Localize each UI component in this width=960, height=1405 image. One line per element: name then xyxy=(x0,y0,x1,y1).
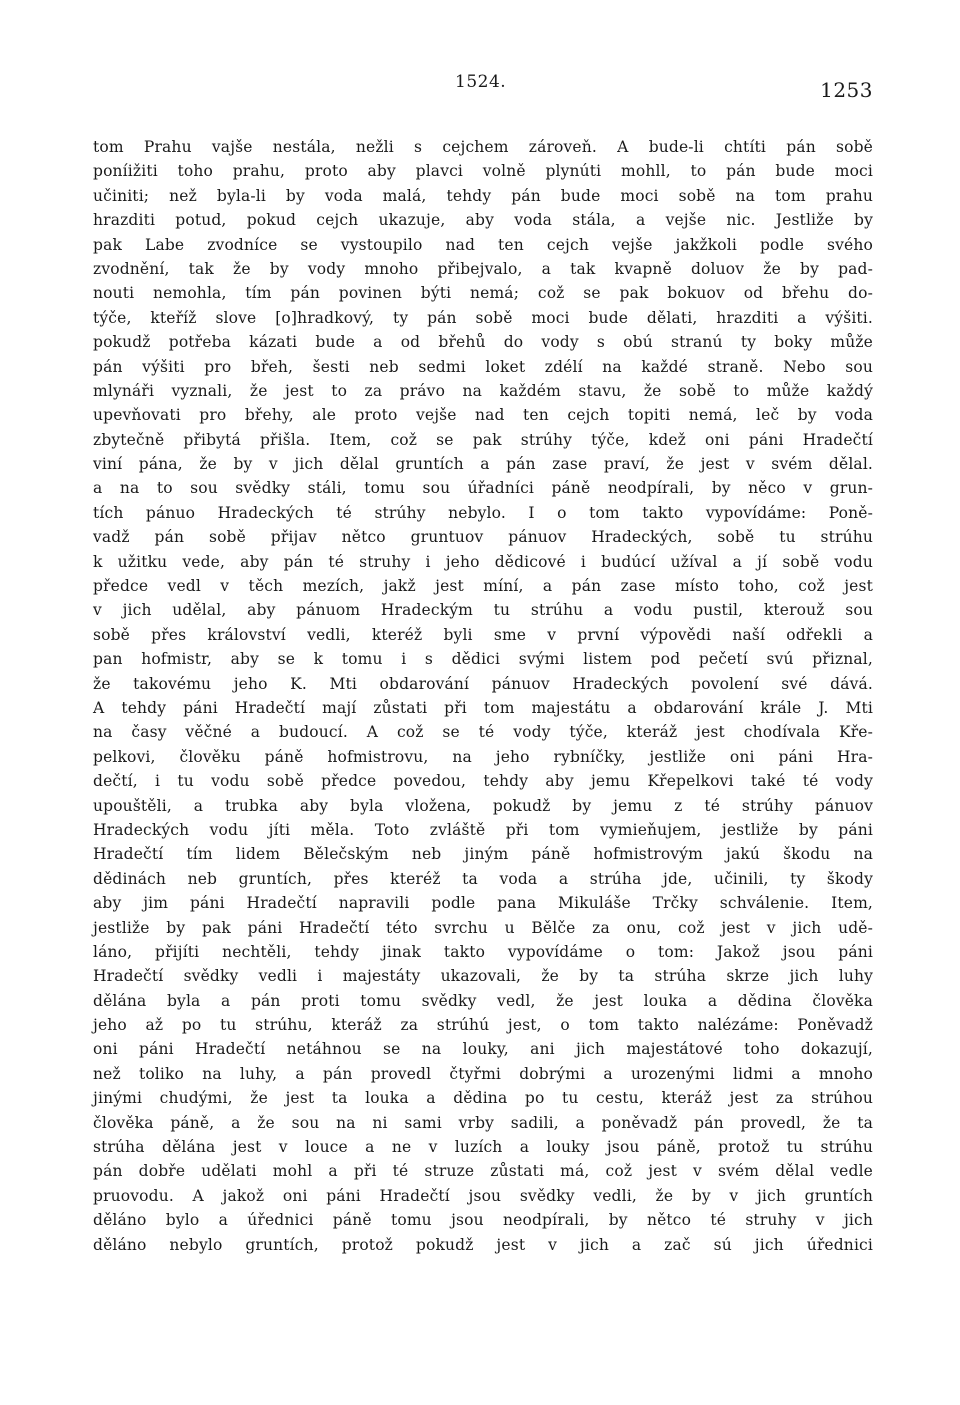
header-year: 1524. xyxy=(455,72,507,92)
text-line: Hradečtí tím lidem Bělečským neb jiným páně hofmistrovým jakú škodu na xyxy=(93,845,873,864)
text-line: předce vedl v těch mezích, jakž jest míní, a pán zase místo toho, což jest xyxy=(93,577,873,596)
text-line: pokudž potřeba kázati bude a od břehů do vody s obú stranú ty boky může xyxy=(93,333,873,352)
text-line: než toliko na luhy, a pán provedl čtyřmi dobrými a urozenými lidmi a mnoho xyxy=(93,1064,873,1083)
text-line: děláno nebylo gruntích, protož pokudž jest v jich a zač sú jich úřednici xyxy=(93,1235,873,1254)
text-line: Hradečtí svědky vedli i majestáty ukazovali, že by ta strúha skrze jich luhy xyxy=(93,967,873,986)
text-line: poníižiti toho prahu, proto aby plavci volně plynúti mohll, to pán bude moci xyxy=(93,162,873,181)
text-line: upevňovati pro břehy, ale proto vejše nad ten cejch topiti nemá, leč by voda xyxy=(93,406,873,425)
text-line: Hradeckých vodu jíti měla. Toto zvláště při tom vymieňujem, jestliže by páni xyxy=(93,820,873,839)
text-line: vadž pán sobě přijav nětco gruntuov pánuov Hradeckých, sobě tu strúhu xyxy=(93,528,873,547)
text-line: pruovodu. A jakož oni páni Hradečtí jsou svědky vedli, že by v jich gruntích xyxy=(93,1186,873,1205)
text-line: pelkovi, člověku páně hofmistrovu, na jeho rybníčky, jestliže oni páni Hra- xyxy=(93,747,873,766)
text-line: A tehdy páni Hradečtí mají zůstati při tom majestátu a obdarování krále J. Mti xyxy=(93,698,873,717)
running-header xyxy=(93,72,873,112)
text-line: viní pána, že by v jich dělal gruntích a pán zase praví, že jest v svém dělal. xyxy=(93,455,873,474)
text-line: děláno bylo a úřednici páně tomu jsou neodpírali, by nětco té struhy v jich xyxy=(93,1211,873,1230)
text-line: strúha dělána jest v louce a ne v luzích a louky jsou páně, protož tu strúhu xyxy=(93,1138,873,1157)
text-line: k užitku vede, aby pán té struhy i jeho dědicové i budúcí užíval a jí sobě vodu xyxy=(93,552,873,571)
text-line: pán výšiti pro břeh, šesti neb sedmi loket zdélí na každé straně. Nebo sou xyxy=(93,357,873,376)
text-line: jinými chudými, že jest ta louka a dědina po tu cestu, kteráž jest za strúhou xyxy=(93,1089,873,1108)
text-line: pan hofmistr, aby se k tomu i s dědici svými listem pod pečetí svú přiznal, xyxy=(93,650,873,669)
text-line: nouti nemohla, tím pán povinen býti nemá; což se pak bokuov od břehu do- xyxy=(93,284,873,303)
text-line: učiniti; než byla-li by voda malá, tehdy pán bude moci sobě na tom prahu xyxy=(93,186,873,205)
page-number: 1253 xyxy=(820,78,873,102)
body-text xyxy=(93,135,873,1257)
text-line: člověka páně, a že sou na ni sami vrby sadili, a poněvadž pán provedl, že ta xyxy=(93,1113,873,1132)
text-line: a na to sou svědky stáli, tomu sou úřadníci páně neodpírali, by něco v grun- xyxy=(93,479,873,498)
text-line: tom Prahu vajše nestála, nežli s cejchem zároveň. A bude-li chtíti pán sobě xyxy=(93,138,873,156)
text-line: tích pánuo Hradeckých té strúhy nebylo. I o tom takto vypovídáme: Poně- xyxy=(93,503,873,522)
text-line: dědinách neb gruntích, přes kteréž ta voda a strúha jde, učinili, ty škody xyxy=(93,869,873,888)
text-line: jestliže by pak páni Hradečtí této svrchu u Bělče za onu, což jest v jich udě- xyxy=(93,918,873,937)
text-line: zvodnění, tak že by vody mnoho přibejvalo, a tak kvapně doluov že by pad- xyxy=(93,259,873,278)
text-line: jeho až po tu strúhu, kteráž za strúhú jest, o tom takto nalézáme: Poněvadž xyxy=(93,1016,873,1035)
text-line: pak Labe zvodníce se vystoupilo nad ten cejch vejše jakžkoli podle svého xyxy=(93,235,873,254)
book-page xyxy=(93,72,873,1257)
text-line: oni páni Hradečtí netáhnou se na louky, ani jich majestátové toho dokazují, xyxy=(93,1040,873,1059)
text-line: dečtí, i tu vodu sobě předce povedou, tehdy aby jemu Křepelkovi také té vody xyxy=(93,772,873,791)
text-line: týče, kteříž slove [o]hradkový, ty pán sobě moci bude dělati, hrazditi a výšiti. xyxy=(93,308,873,327)
text-line: v jich udělal, aby pánuom Hradeckým tu strúhu a vodu pustil, kterouž sou xyxy=(93,601,873,620)
text-line: hrazditi potud, pokud cejch ukazuje, aby voda stála, a vejše nic. Jestliže by xyxy=(93,211,873,230)
text-line: aby jim páni Hradečtí napravili podle pana Mikuláše Trčky schválenie. Item, xyxy=(93,894,873,913)
text-line: na časy věčné a budoucí. A což se té vody týče, kteráž jest chodívala Kře- xyxy=(93,723,873,742)
text-line: dělána byla a pán proti tomu svědky vedl, že jest louka a dědina člověka xyxy=(93,991,873,1010)
text-line: sobě přes království vedli, kteréž byli sme v první výpovědi naší odřekli a xyxy=(93,625,873,644)
text-line: upouštěli, a trubka aby byla vložena, pokudž by jemu z té strúhy pánuov xyxy=(93,796,873,815)
text-line: že takovému jeho K. Mti obdarování pánuov Hradeckých povolení své dává. xyxy=(93,674,873,693)
text-line: zbytečně přibytá přišla. Item, což se pak strúhy týče, kdež oni páni Hradečtí xyxy=(93,430,873,449)
text-line: pán dobře udělati mohl a při té struze zůstati má, což jest v svém dělal vedle xyxy=(93,1162,873,1181)
text-line: mlynáři vyznali, že jest to za právo na každém stavu, že sobě to může každý xyxy=(93,381,873,400)
text-line: láno, přijíti nechtěli, tehdy jinak takto vypovídáme o tom: Jakož jsou páni xyxy=(93,942,873,961)
